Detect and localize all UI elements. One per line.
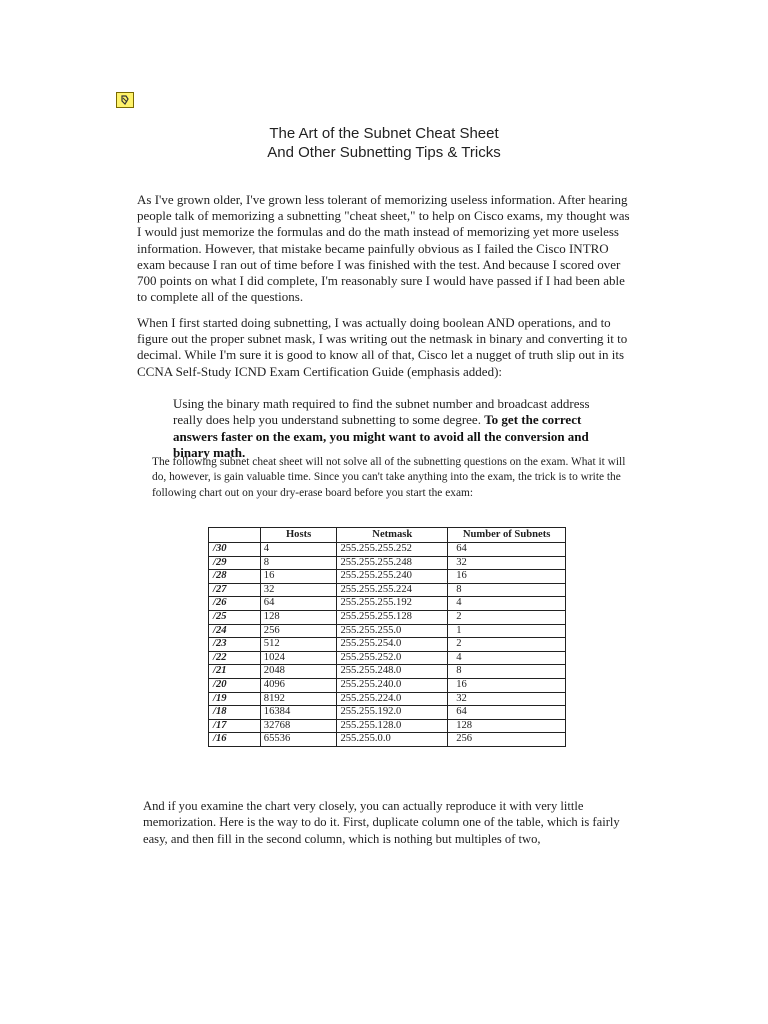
cell-netmask: 255.255.248.0 — [337, 665, 448, 679]
cell-prefix: /29 — [209, 556, 261, 570]
note-anchor-icon[interactable] — [116, 92, 134, 108]
subnetting-paragraph: When I first started doing subnetting, I was actually doing boolean AND operations, and to figure out the proper subnet mask, I was writing out the netmask in binary and converting it to decimal. While I'm sure it is good to know all of that, Cisco let a nugget of truth slip out in its CCNA Self-Study ICND Exam Certification Guide (emphasis added): — [137, 315, 628, 379]
cell-subnets: 8 — [448, 583, 566, 597]
cell-prefix: /17 — [209, 719, 261, 733]
cell-prefix: /20 — [209, 678, 261, 692]
cheat-sheet-intro-paragraph: The following subnet cheat sheet will not solve all of the subnetting questions on the exam. What it will do, however, is gain valuable time. Since you can't take anything into the exam, the trick is to write the following chart out on your dry-erase board before you start the exam: — [152, 456, 626, 499]
cell-netmask: 255.255.0.0 — [337, 733, 448, 747]
quoted-guide-text — [173, 396, 613, 461]
cell-subnets: 16 — [448, 678, 566, 692]
cell-hosts: 8192 — [260, 692, 337, 706]
cell-hosts: 16384 — [260, 706, 337, 720]
cell-netmask: 255.255.224.0 — [337, 692, 448, 706]
cell-netmask: 255.255.252.0 — [337, 651, 448, 665]
cell-prefix: /22 — [209, 651, 261, 665]
cell-netmask: 255.255.192.0 — [337, 706, 448, 720]
quote-bold-text: To get the correct answers faster on the exam, you might want to avoid all the conversion and binary math. — [173, 412, 589, 460]
table-row — [209, 583, 566, 597]
cell-prefix: /28 — [209, 570, 261, 584]
cell-hosts: 2048 — [260, 665, 337, 679]
header-prefix — [209, 528, 261, 543]
table-row — [209, 665, 566, 679]
cell-subnets: 32 — [448, 556, 566, 570]
cell-netmask: 255.255.255.224 — [337, 583, 448, 597]
cell-subnets: 4 — [448, 651, 566, 665]
table-row — [209, 543, 566, 557]
table-row — [209, 733, 566, 747]
cell-subnets: 64 — [448, 706, 566, 720]
cell-subnets: 64 — [448, 543, 566, 557]
title-line-1: The Art of the Subnet Cheat Sheet — [269, 125, 499, 142]
cell-prefix: /24 — [209, 624, 261, 638]
table-row — [209, 651, 566, 665]
table-row — [209, 719, 566, 733]
table-row — [209, 610, 566, 624]
cell-hosts: 32 — [260, 583, 337, 597]
cell-netmask: 255.255.254.0 — [337, 638, 448, 652]
cell-netmask: 255.255.255.248 — [337, 556, 448, 570]
header-netmask: Netmask — [337, 528, 448, 543]
table-row — [209, 556, 566, 570]
header-subnets: Number of Subnets — [448, 528, 566, 543]
cell-hosts: 256 — [260, 624, 337, 638]
cell-hosts: 128 — [260, 610, 337, 624]
cell-subnets: 32 — [448, 692, 566, 706]
cell-netmask: 255.255.255.240 — [337, 570, 448, 584]
cell-prefix: /23 — [209, 638, 261, 652]
table-row — [209, 597, 566, 611]
cell-prefix: /16 — [209, 733, 261, 747]
cell-prefix: /26 — [209, 597, 261, 611]
reproduce-chart-paragraph: And if you examine the chart very closely, you can actually reproduce it with very little memorization. Here is the way to do it. First, duplicate column one of the table, which is fairly easy, and then fill in the second column, which is nothing but multiples of two, — [143, 799, 620, 846]
page-title — [0, 124, 768, 162]
cell-subnets: 256 — [448, 733, 566, 747]
cell-subnets: 4 — [448, 597, 566, 611]
table-header-row — [209, 528, 566, 543]
cell-subnets: 8 — [448, 665, 566, 679]
cell-prefix: /30 — [209, 543, 261, 557]
cell-prefix: /21 — [209, 665, 261, 679]
table-row — [209, 624, 566, 638]
table-row — [209, 638, 566, 652]
cell-prefix: /25 — [209, 610, 261, 624]
cell-hosts: 32768 — [260, 719, 337, 733]
cell-netmask: 255.255.128.0 — [337, 719, 448, 733]
cell-hosts: 4 — [260, 543, 337, 557]
cell-hosts: 64 — [260, 597, 337, 611]
table-row — [209, 570, 566, 584]
quote-normal-text: Using the binary math required to find the subnet number and broadcast address really does help you understand subnetting to some degree. — [173, 396, 590, 428]
cell-subnets: 2 — [448, 610, 566, 624]
cell-subnets: 1 — [448, 624, 566, 638]
cell-subnets: 128 — [448, 719, 566, 733]
cell-netmask: 255.255.255.0 — [337, 624, 448, 638]
cell-netmask: 255.255.240.0 — [337, 678, 448, 692]
subnet-cheat-sheet-table — [208, 527, 566, 747]
intro-paragraph: As I've grown older, I've grown less tolerant of memorizing useless information. After hearing people talk of memorizing a subnetting "cheat sheet," to help on Cisco exams, my thought was I would just memorize the formulas and do the math instead of memorizing yet more useless information. However, that mistake became painfully obvious as I failed the Cisco INTRO exam because I ran out of time before I was finished with the test. And because I scored over 700 points on what I did complete, I'm reasonably sure I would have passed if I had been able to complete all of the questions. — [137, 192, 630, 305]
cell-hosts: 16 — [260, 570, 337, 584]
cell-hosts: 512 — [260, 638, 337, 652]
header-hosts: Hosts — [260, 528, 337, 543]
cell-netmask: 255.255.255.252 — [337, 543, 448, 557]
table-row — [209, 678, 566, 692]
cell-hosts: 65536 — [260, 733, 337, 747]
cell-prefix: /18 — [209, 706, 261, 720]
cell-prefix: /19 — [209, 692, 261, 706]
cell-netmask: 255.255.255.128 — [337, 610, 448, 624]
title-line-2: And Other Subnetting Tips & Tricks — [267, 144, 501, 161]
table-row — [209, 706, 566, 720]
cell-netmask: 255.255.255.192 — [337, 597, 448, 611]
cell-hosts: 1024 — [260, 651, 337, 665]
cell-hosts: 4096 — [260, 678, 337, 692]
cell-subnets: 2 — [448, 638, 566, 652]
cell-hosts: 8 — [260, 556, 337, 570]
table-row — [209, 692, 566, 706]
cell-prefix: /27 — [209, 583, 261, 597]
cell-subnets: 16 — [448, 570, 566, 584]
